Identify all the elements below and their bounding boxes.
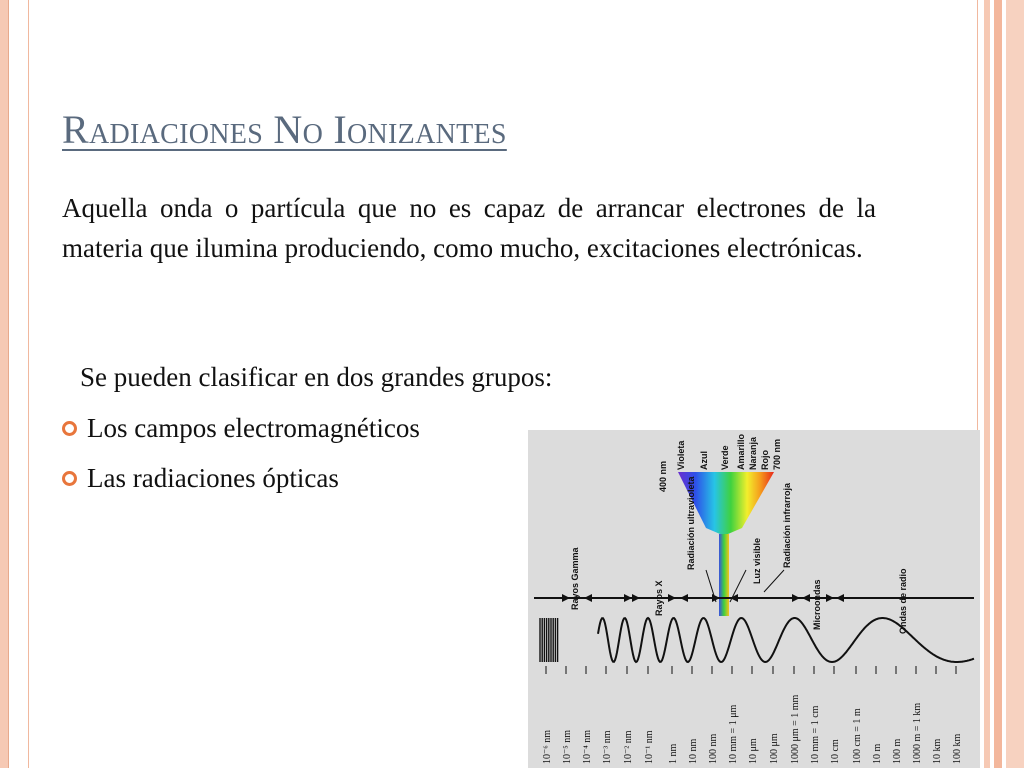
tick-label: 1000 μm = 1 mm — [790, 694, 801, 764]
tick-label: 100 km — [952, 733, 963, 764]
bullet-circle-icon — [62, 421, 77, 436]
label-rojo: Rojo — [760, 450, 770, 470]
right-stripe — [994, 0, 1002, 768]
label-ondas-radio: Ondas de radio — [898, 568, 908, 634]
tick-label: 10 cm — [830, 739, 841, 764]
label-400nm: 400 nm — [658, 460, 668, 492]
tick-label: 10 km — [932, 738, 943, 764]
bullet-label: Los campos electromagnéticos — [87, 413, 420, 443]
label-azul: Azul — [699, 451, 709, 470]
label-ultravioleta: Radiación ultravioleta — [686, 476, 696, 570]
tick-label: 10⁻⁴ nm — [582, 729, 593, 764]
label-700nm: 700 nm — [772, 438, 782, 470]
tick-label: 1000 m = 1 km — [912, 702, 923, 764]
visible-band — [719, 534, 729, 616]
definition-paragraph: Aquella onda o partícula que no es capaz de arrancar electrones de la materia que ilumina produciendo, como mucho, excitaciones electrónicas. — [62, 193, 876, 263]
label-microondas: Microondas — [812, 579, 822, 630]
tick-label: 10 nm — [688, 738, 699, 764]
spectrum-figure — [528, 430, 980, 768]
spectrum-diagram — [528, 430, 980, 768]
tick-marks — [546, 666, 956, 674]
gamma-wave-lines — [540, 618, 558, 662]
label-rayos-x: Rayos X — [654, 580, 664, 616]
tick-label: 100 nm — [708, 733, 719, 764]
tick-label: 10 μm — [748, 738, 759, 764]
right-stripe — [1006, 0, 1024, 768]
label-rayos-gamma: Rayos Gamma — [570, 547, 580, 610]
tick-label: 1 nm — [668, 743, 679, 764]
bullet-item — [62, 458, 420, 508]
slide-title: Radiaciones No Ionizantes — [62, 107, 507, 152]
right-stripe — [984, 0, 990, 768]
tick-label: 10⁻¹ nm — [644, 730, 655, 764]
tick-labels — [542, 694, 963, 764]
tick-label: 10 mm = 1 cm — [810, 705, 821, 764]
label-amarillo: Amarillo — [736, 433, 746, 470]
bullet-list — [62, 408, 420, 508]
tick-label: 10⁻⁶ nm — [542, 729, 553, 764]
tick-label: 100 m — [892, 738, 903, 764]
label-infrarroja: Radiación infrarroja — [782, 482, 792, 568]
bullet-circle-icon — [62, 471, 77, 486]
tick-label: 10⁻² nm — [623, 730, 634, 764]
label-luz-visible: Luz visible — [752, 537, 762, 584]
bullet-label: Las radiaciones ópticas — [87, 463, 339, 493]
tick-label: 10⁻³ nm — [602, 730, 613, 764]
tick-label: 100 μm — [769, 733, 780, 764]
label-violeta: Violeta — [676, 440, 686, 470]
tick-label: 100 cm = 1 m — [852, 708, 863, 764]
tick-label: 10 m — [872, 743, 883, 764]
label-verde: Verde — [720, 445, 730, 470]
wave-path — [598, 618, 974, 662]
tick-label: 10⁻⁵ nm — [562, 729, 573, 764]
bullet-item — [62, 408, 420, 458]
intro-text: Se pueden clasificar en dos grandes grupos: — [80, 362, 553, 392]
label-naranja: Naranja — [748, 436, 758, 470]
pointer-line — [764, 570, 784, 592]
tick-label: 10 mm = 1 μm — [728, 704, 739, 764]
left-border — [0, 0, 9, 768]
